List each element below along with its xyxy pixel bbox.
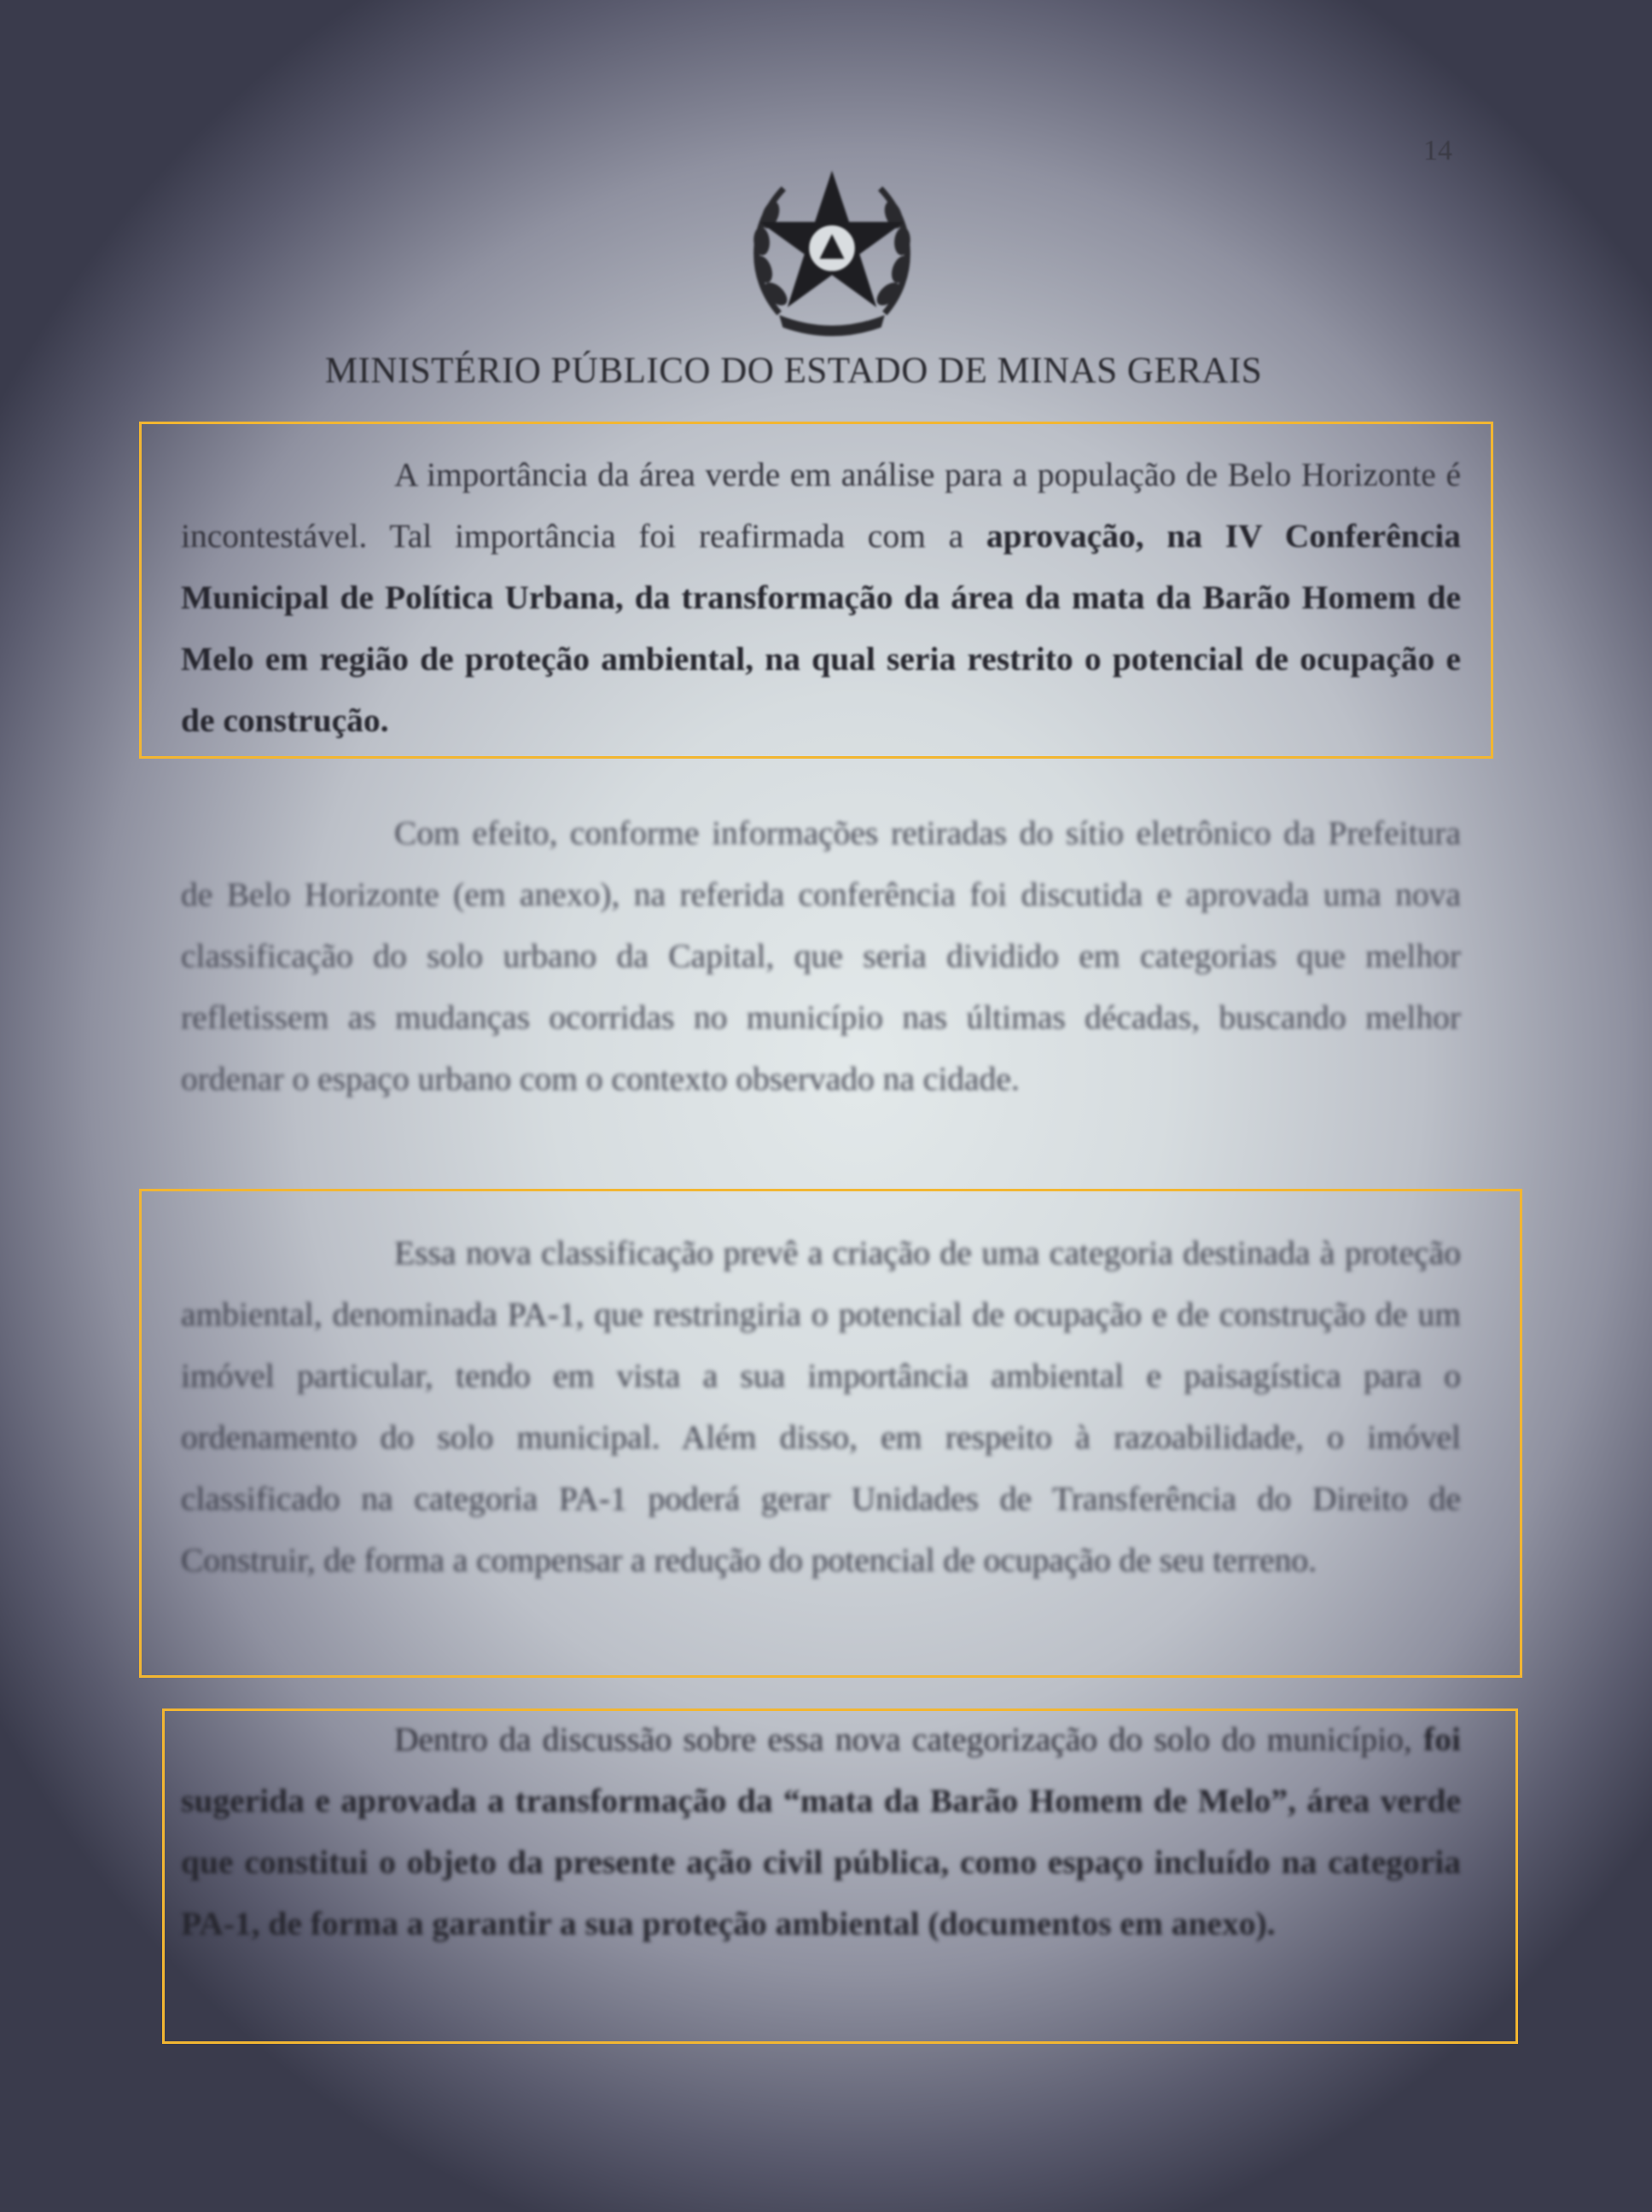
highlight-box-1 — [139, 422, 1493, 759]
document-header: MINISTÉRIO PÚBLICO DO ESTADO DE MINAS GERAIS — [324, 351, 1263, 391]
highlight-box-2 — [139, 1189, 1522, 1678]
paragraph-2 — [181, 802, 1461, 1109]
paragraph-4-bold-text: foi sugerida e aprovada a transformação da “mata da Barão Homem de Melo”, área verde que constitui o objeto da presente ação civil pública, como espaço incluído na categoria PA-1, de forma a garantir a sua proteção ambiental (documentos em anexo). — [181, 1720, 1461, 1942]
coat-of-arms-icon — [744, 164, 920, 340]
paragraph-4-text: Dentro da discussão sobre essa nova categorização do solo do município, — [394, 1720, 1424, 1758]
paragraph-1-bold-text: aprovação, na IV Conferência Municipal de Política Urbana, da transformação da área da mata da Barão Homem de Melo em região de proteção ambiental, na qual seria restrito o potencial de ocupação e de construção. — [181, 517, 1461, 739]
paragraph-1-text: A importância da área verde em análise para a população de Belo Horizonte é incontestável. Tal importância foi reafirmada com a — [181, 456, 1461, 555]
highlight-box-3 — [162, 1708, 1518, 2044]
paragraph-2-text: Com efeito, conforme informações retiradas do sítio eletrônico da Prefeitura de Belo Horizonte (em anexo), na referida conferência foi discutida e aprovada uma nova classificação do solo urbano da Capital, que seria dividido em categorias que melhor refletissem as mudanças ocorridas no município nas últimas décadas, buscando melhor ordenar o espaço urbano com o contexto observado na cidade. — [181, 814, 1461, 1097]
paragraph-3-text: Essa nova classificação prevê a criação de uma categoria destinada à proteção ambiental, denominada PA-1, que restringiria o potencial de ocupação e de construção de um imóvel particular, tendo em vista a sua importância ambiental e paisagística para o ordenamento do solo municipal. Além disso, em respeito à razoabilidade, o imóvel classificado na categoria PA-1 poderá gerar Unidades de Transferência do Direito de Construir, de forma a compensar a redução do potencial de ocupação de seu terreno. — [181, 1234, 1461, 1579]
page-number: 14 — [1423, 135, 1452, 166]
